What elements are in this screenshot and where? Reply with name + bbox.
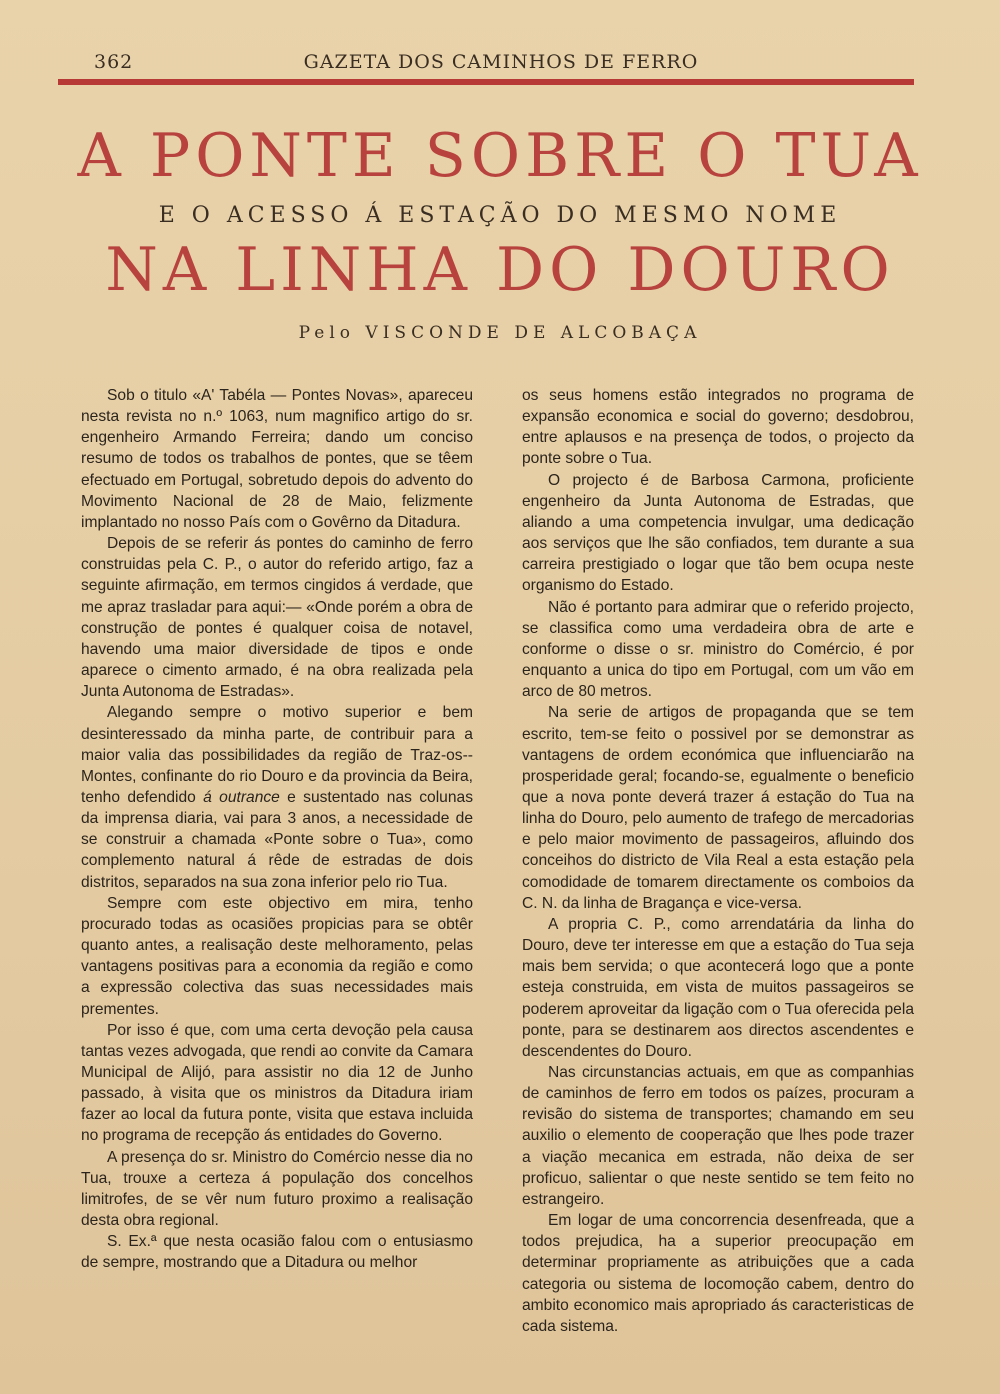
emphasis-text: á outrance xyxy=(203,788,280,806)
article-title-line1: A PONTE SOBRE O TUA xyxy=(77,121,923,191)
paragraph-continued: os seus homens estão integrados no programa de expansão economica e social do governo; desdobrou, entre aplausos e na presença de todos, o projecto da ponte sobre o Tua. xyxy=(522,387,914,468)
paragraph: A propria C. P., como arrendatária da linha do Douro, deve ter interesse em que a estação do Tua seja mais bem servida; o que acontecerá logo que a ponte esteja construida, em vista de muitos passageiros se poderem aproveitar da ligação com o Tua oferecida pela ponte, para se destinarem aos directos ascendentes e descendentes do Douro. xyxy=(522,915,914,1060)
paragraph: Sempre com este objectivo em mira, tenho procurado todas as ocasiões propicias para se obtêr quanto antes, a realisação deste melhoramento, pelas vantagens positivas para a economia da região e como a expressão colectiva das suas necessidades mais prementes. xyxy=(81,894,473,1018)
paragraph: S. Ex.ª que nesta ocasião falou com o entusiasmo de sempre, mostrando que a Ditadura ou melhor xyxy=(81,1233,473,1272)
paragraph: Na serie de artigos de propaganda que se tem escrito, tem-se feito o possivel por se demonstrar as vantagens de ordem económica que influenciarão na prosperidade geral; focando-se, egualmente o beneficio que a nova ponte deverá trazer á estação do Tua na linha do Douro, pelo aumento de trafego de mercadorias e pelo maior movimento de passageiros, afluindo dos conceihos do districto de Vila Real a esta estação pela comodidade de tomarem directamente os comboios da C. N. da linha de Bragança e vice-versa. xyxy=(522,704,914,912)
paragraph-text: e sustentado nas colunas da imprensa diaria, vai para 3 anos, a necessidade de se construir a chamada «Ponte sobre o Tua», como complemento natural á rêde de estradas de dois distritos, separados na sua zona inferior pelo rio Tua. xyxy=(81,788,473,891)
paragraph-text: Alegando sempre o motivo superior e bem desinteressado da minha parte, de contribuir para a maior valia das possibilidades da região de Traz-os--Montes, confinante do rio Douro e da provincia da Beira, tenho defendido xyxy=(81,704,473,806)
article-byline: Pelo VISCONDE DE ALCOBAÇA xyxy=(298,323,702,343)
paragraph: Por isso é que, com uma certa devoção pela causa tantas vezes advogada, que rendi ao convite da Camara Municipal de Alijó, para assistir no dia 12 de Junho passado, à visita que os ministros da Ditadura iriam fazer ao local da futura ponte, visita que estava incluida no programa de recepção ás entidades do Governo. xyxy=(81,1021,473,1145)
page-number: 362 xyxy=(94,51,134,73)
paragraph: O projecto é de Barbosa Carmona, proficiente engenheiro da Junta Autonoma de Estradas, que aliando a uma competencia invulgar, uma dedicação aos serviços que lhe são confiados, tem durante a sua carreira prestigiado o logar que tão bem ocupa neste organismo do Estado. xyxy=(522,471,914,595)
article-subtitle: E O ACESSO Á ESTAÇÃO DO MESMO NOME xyxy=(158,203,842,228)
paragraph: Em logar de uma concorrencia desenfreada, que a todos prejudica, ha a superior preocupação em determinar propriamente as atribuições que a cada categoria ou sistema de locomoção cabem, dentro do ambito economico mais apropriado ás caracteristicas de cada sistema. xyxy=(522,1212,914,1335)
journal-title: GAZETA DOS CAMINHOS DE FERRO xyxy=(303,51,699,73)
paragraph: Nas circunstancias actuais, em que as companhias de caminhos de ferro em todos os paízes, procuram a revisão do sistema de transportes; chamando em seu auxilio o elemento de cooperação que lhes pode trazer a viação mecanica em estrada, não deixa de ser proficuo, salientar o que neste sentido se tem feito no estrangeiro. xyxy=(522,1064,914,1208)
paragraph: A presença do sr. Ministro do Comércio nesse dia no Tua, trouxe a certeza á população dos concelhos limitrofes, de se vêr num futuro proximo a realisação desta obra regional. xyxy=(81,1148,473,1230)
paragraph: Sob o titulo «A' Tabéla — Pontes Novas», apareceu nesta revista no n.º 1063, num magnifico artigo do sr. engenheiro Armando Ferreira; dando um conciso resumo de todos os trabalhos de pontes, que se têem efectuado em Portugal, sobretudo depois do advento do Movimento Nacional de 28 de Maio, felizmente implantado no nosso País com o Govêrno da Ditadura. xyxy=(81,387,473,531)
left-column xyxy=(81,385,473,1274)
right-column xyxy=(522,385,914,1337)
header-rule xyxy=(58,79,914,85)
paragraph: Não é portanto para admirar que o referido projecto, se classifica como uma verdadeira obra de arte e conforme o disse o sr. ministro do Comércio, é por enquanto a unica do tipo em Portugal, com um vão em arco de 80 metros. xyxy=(522,598,914,701)
article-title-line2: NA LINHA DO DOURO xyxy=(105,235,895,305)
paragraph xyxy=(81,702,473,892)
paragraph: Depois de se referir ás pontes do caminho de ferro construidas pela C. P., o autor do referido artigo, faz a seguinte afirmação, em termos cingidos á verdade, que me apraz trasladar para aqui:— «Onde porém a obra de construção de pontes é qualquer coisa de notavel, havendo uma maior diversidade de tipos e onde aparece o cimento armado, é na obra realizada pela Junta Autonoma de Estradas». xyxy=(81,535,473,701)
